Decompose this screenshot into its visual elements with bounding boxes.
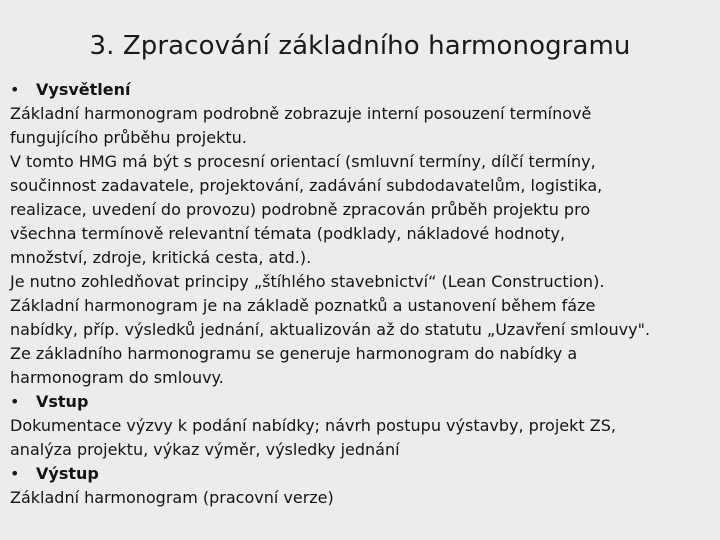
text-line: Základní harmonogram (pracovní verze) (10, 488, 334, 507)
paragraph (10, 486, 716, 510)
text-line: množství, zdroje, kritická cesta, atd.). (10, 248, 312, 267)
text-line: nabídky, příp. výsledků jednání, aktualizován až do statutu „Uzavření smlouvy". (10, 320, 651, 339)
text-line: V tomto HMG má být s procesní orientací (smluvní termíny, dílčí termíny, (10, 152, 596, 171)
paragraph (10, 270, 716, 294)
text-line: všechna termínově relevantní témata (podklady, nákladové hodnoty, (10, 224, 566, 243)
paragraph (10, 414, 716, 462)
text-line: realizace, uvedení do provozu) podrobně zpracován průběh projektu pro (10, 200, 591, 219)
paragraph (10, 102, 716, 150)
bullet-label: Vysvětlení (36, 80, 131, 99)
bullet-marker: • (10, 464, 20, 483)
paragraph (10, 294, 716, 342)
bullet-item-vysvetleni (10, 78, 716, 102)
bullet-item-vystup (10, 462, 716, 486)
text-line: Základní harmonogram je na základě poznatků a ustanovení během fáze (10, 296, 596, 315)
text-line: fungujícího průběhu projektu. (10, 128, 247, 147)
paragraph (10, 150, 716, 270)
text-line: Základní harmonogram podrobně zobrazuje interní posouzení termínově (10, 104, 592, 123)
bullet-label: Vstup (36, 392, 89, 411)
bullet-item-vstup (10, 390, 716, 414)
text-line: Dokumentace výzvy k podání nabídky; návrh postupu výstavby, projekt ZS, (10, 416, 616, 435)
slide-body (10, 78, 716, 510)
slide-title: 3. Zpracování základního harmonogramu (89, 31, 631, 61)
paragraph (10, 342, 716, 390)
bullet-label: Výstup (36, 464, 99, 483)
text-line: Ze základního harmonogramu se generuje harmonogram do nabídky a (10, 344, 578, 363)
text-line: součinnost zadavatele, projektování, zadávání subdodavatelům, logistika, (10, 176, 603, 195)
text-line: analýza projektu, výkaz výměr, výsledky jednání (10, 440, 400, 459)
text-line: Je nutno zohledňovat principy „štíhlého stavebnictví“ (Lean Construction). (10, 272, 605, 291)
bullet-marker: • (10, 80, 20, 99)
text-line: harmonogram do smlouvy. (10, 368, 224, 387)
bullet-marker: • (10, 392, 20, 411)
